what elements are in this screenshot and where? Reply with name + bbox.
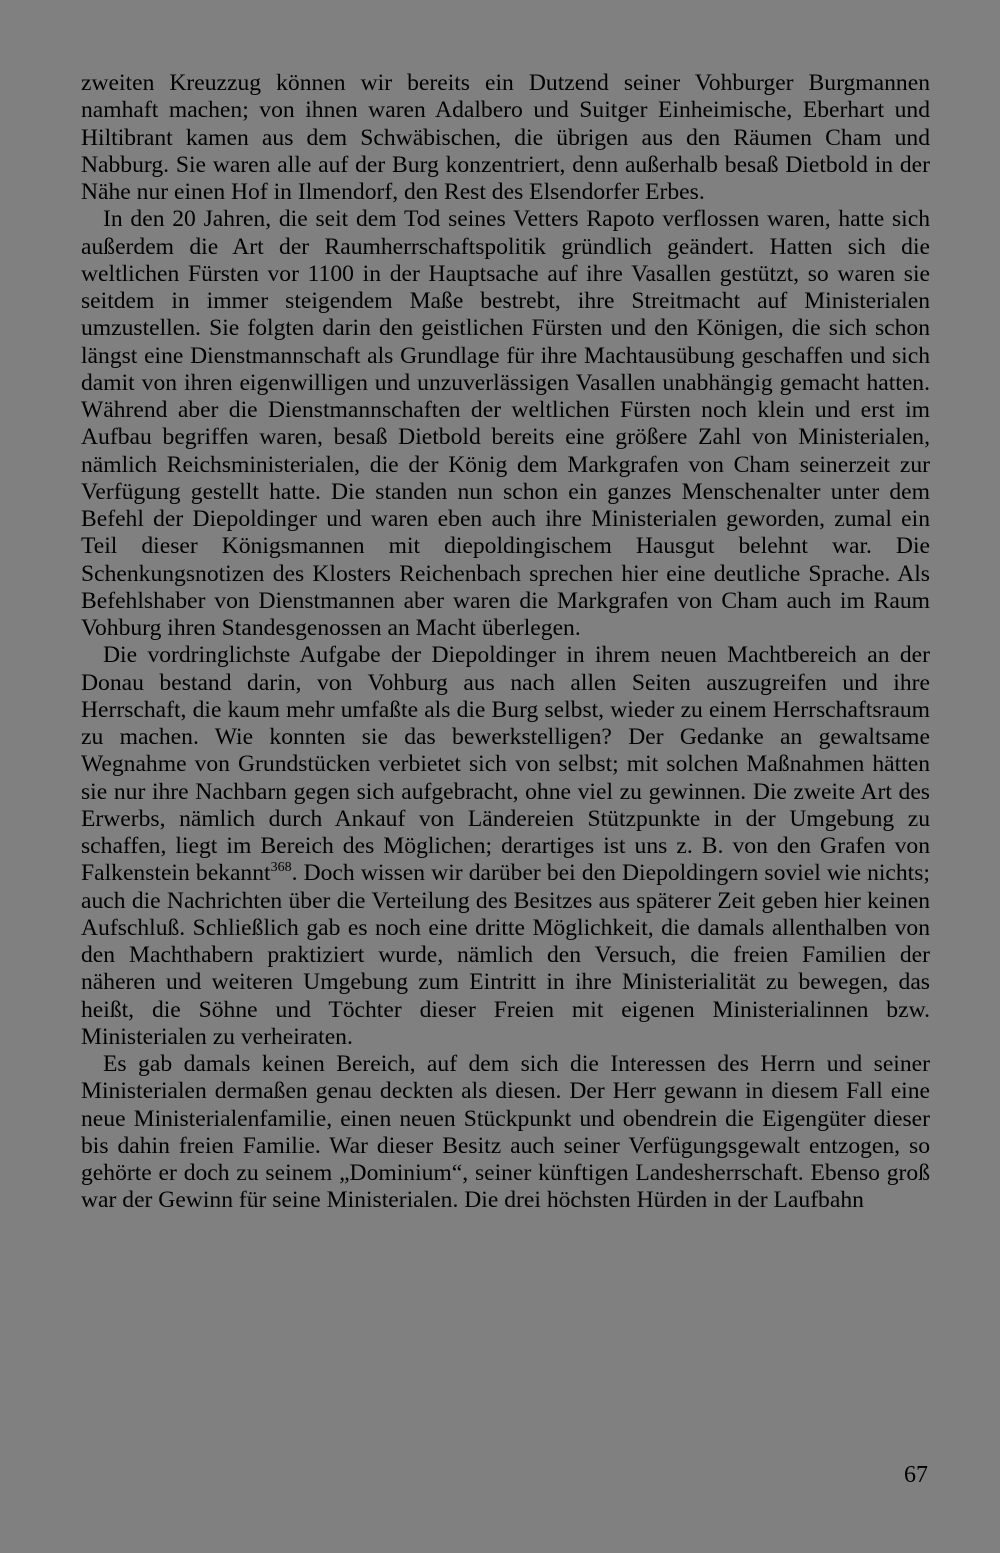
paragraph-3	[81, 642, 930, 1051]
paragraph-3-text-before: Die vordringlichste Aufgabe der Diepoldinger in ihrem neuen Machtbereich an der Donau bestand darin, von Vohburg aus nach allen Seiten auszugreifen und ihre Herrschaft, die kaum mehr umfaßte als die Burg selbst, wieder zu einem Herrschaftsraum zu machen. Wie konnten sie das bewerkstelligen? Der Gedanke an gewaltsame Wegnahme von Grundstücken verbietet sich von selbst; mit solchen Maßnahmen hätten sie nur ihre Nachbarn gegen sich aufgebracht, ohne viel zu gewinnen. Die zweite Art des Erwerbs, nämlich durch Ankauf von Ländereien Stützpunkte in der Umgebung zu schaffen, liegt im Bereich des Möglichen; derartiges ist uns z. B. von den Grafen von Falkenstein bekannt	[81, 642, 930, 887]
text-column	[81, 70, 930, 1215]
footnote-reference: 368	[270, 860, 292, 876]
paragraph-3-text-after: . Doch wissen wir darüber bei den Diepoldingern soviel wie nichts; auch die Nachrichten über die Verteilung des Besitzes aus späterer Zeit geben hier keinen Aufschluß. Schließlich gab es noch eine dritte Möglichkeit, die damals allenthalben von den Machthabern praktiziert wurde, nämlich den Versuch, die freien Familien der näheren und weiteren Umgebung zum Eintritt in ihre Ministerialität zu bewegen, das heißt, die Söhne und Töchter dieser Freien mit eigenen Ministerialinnen bzw. Ministerialen zu verheiraten.	[81, 860, 930, 1050]
page-number: 67	[904, 1462, 928, 1488]
paragraph-1: zweiten Kreuzzug können wir bereits ein Dutzend seiner Vohburger Burgmannen namhaft machen; von ihnen waren Adalbero und Suitger Einheimische, Eberhart und Hiltibrant kamen aus dem Schwäbischen, die übrigen aus den Räumen Cham und Nabburg. Sie waren alle auf der Burg konzentriert, denn außerhalb besaß Dietbold in der Nähe nur einen Hof in Ilmendorf, den Rest des Elsendorfer Erbes.	[81, 70, 930, 205]
paragraph-4: Es gab damals keinen Bereich, auf dem sich die Interessen des Herrn und seiner Ministerialen dermaßen genau deckten als diesen. Der Herr gewann in diesem Fall eine neue Ministerialenfamilie, einen neuen Stückpunkt und obendrein die Eigengüter dieser bis dahin freien Familie. War dieser Besitz auch seiner Verfügungsgewalt entzogen, so gehörte er doch zu seinem „Dominium“, seiner künftigen Landesherrschaft. Ebenso groß war der Gewinn für seine Ministerialen. Die drei höchsten Hürden in der Laufbahn	[81, 1051, 930, 1214]
paragraph-2: In den 20 Jahren, die seit dem Tod seines Vetters Rapoto verflossen waren, hatte sich außerdem die Art der Raumherrschaftspolitik gründlich geändert. Hatten sich die weltlichen Fürsten vor 1100 in der Hauptsache auf ihre Vasallen gestützt, so waren sie seitdem in immer steigendem Maße bestrebt, ihre Streitmacht auf Ministerialen umzustellen. Sie folgten darin den geistlichen Fürsten und den Königen, die sich schon längst eine Dienstmannschaft als Grundlage für ihre Machtausübung geschaffen und sich damit von ihren eigenwilligen und unzuverlässigen Vasallen unabhängig gemacht hatten. Während aber die Dienstmannschaften der weltlichen Fürsten noch klein und erst im Aufbau begriffen waren, besaß Dietbold bereits eine größere Zahl von Ministerialen, nämlich Reichsministerialen, die der König dem Markgrafen von Cham seinerzeit zur Verfügung gestellt hatte. Die standen nun schon ein ganzes Menschenalter unter dem Befehl der Diepoldinger und waren eben auch ihre Ministerialen geworden, zumal ein Teil dieser Königsmannen mit diepoldingischem Hausgut belehnt war. Die Schenkungsnotizen des Klosters Reichenbach sprechen hier eine deutliche Sprache. Als Befehlshaber von Dienstmannen aber waren die Markgrafen von Cham auch im Raum Vohburg ihren Standesgenossen an Macht überlegen.	[81, 206, 930, 641]
